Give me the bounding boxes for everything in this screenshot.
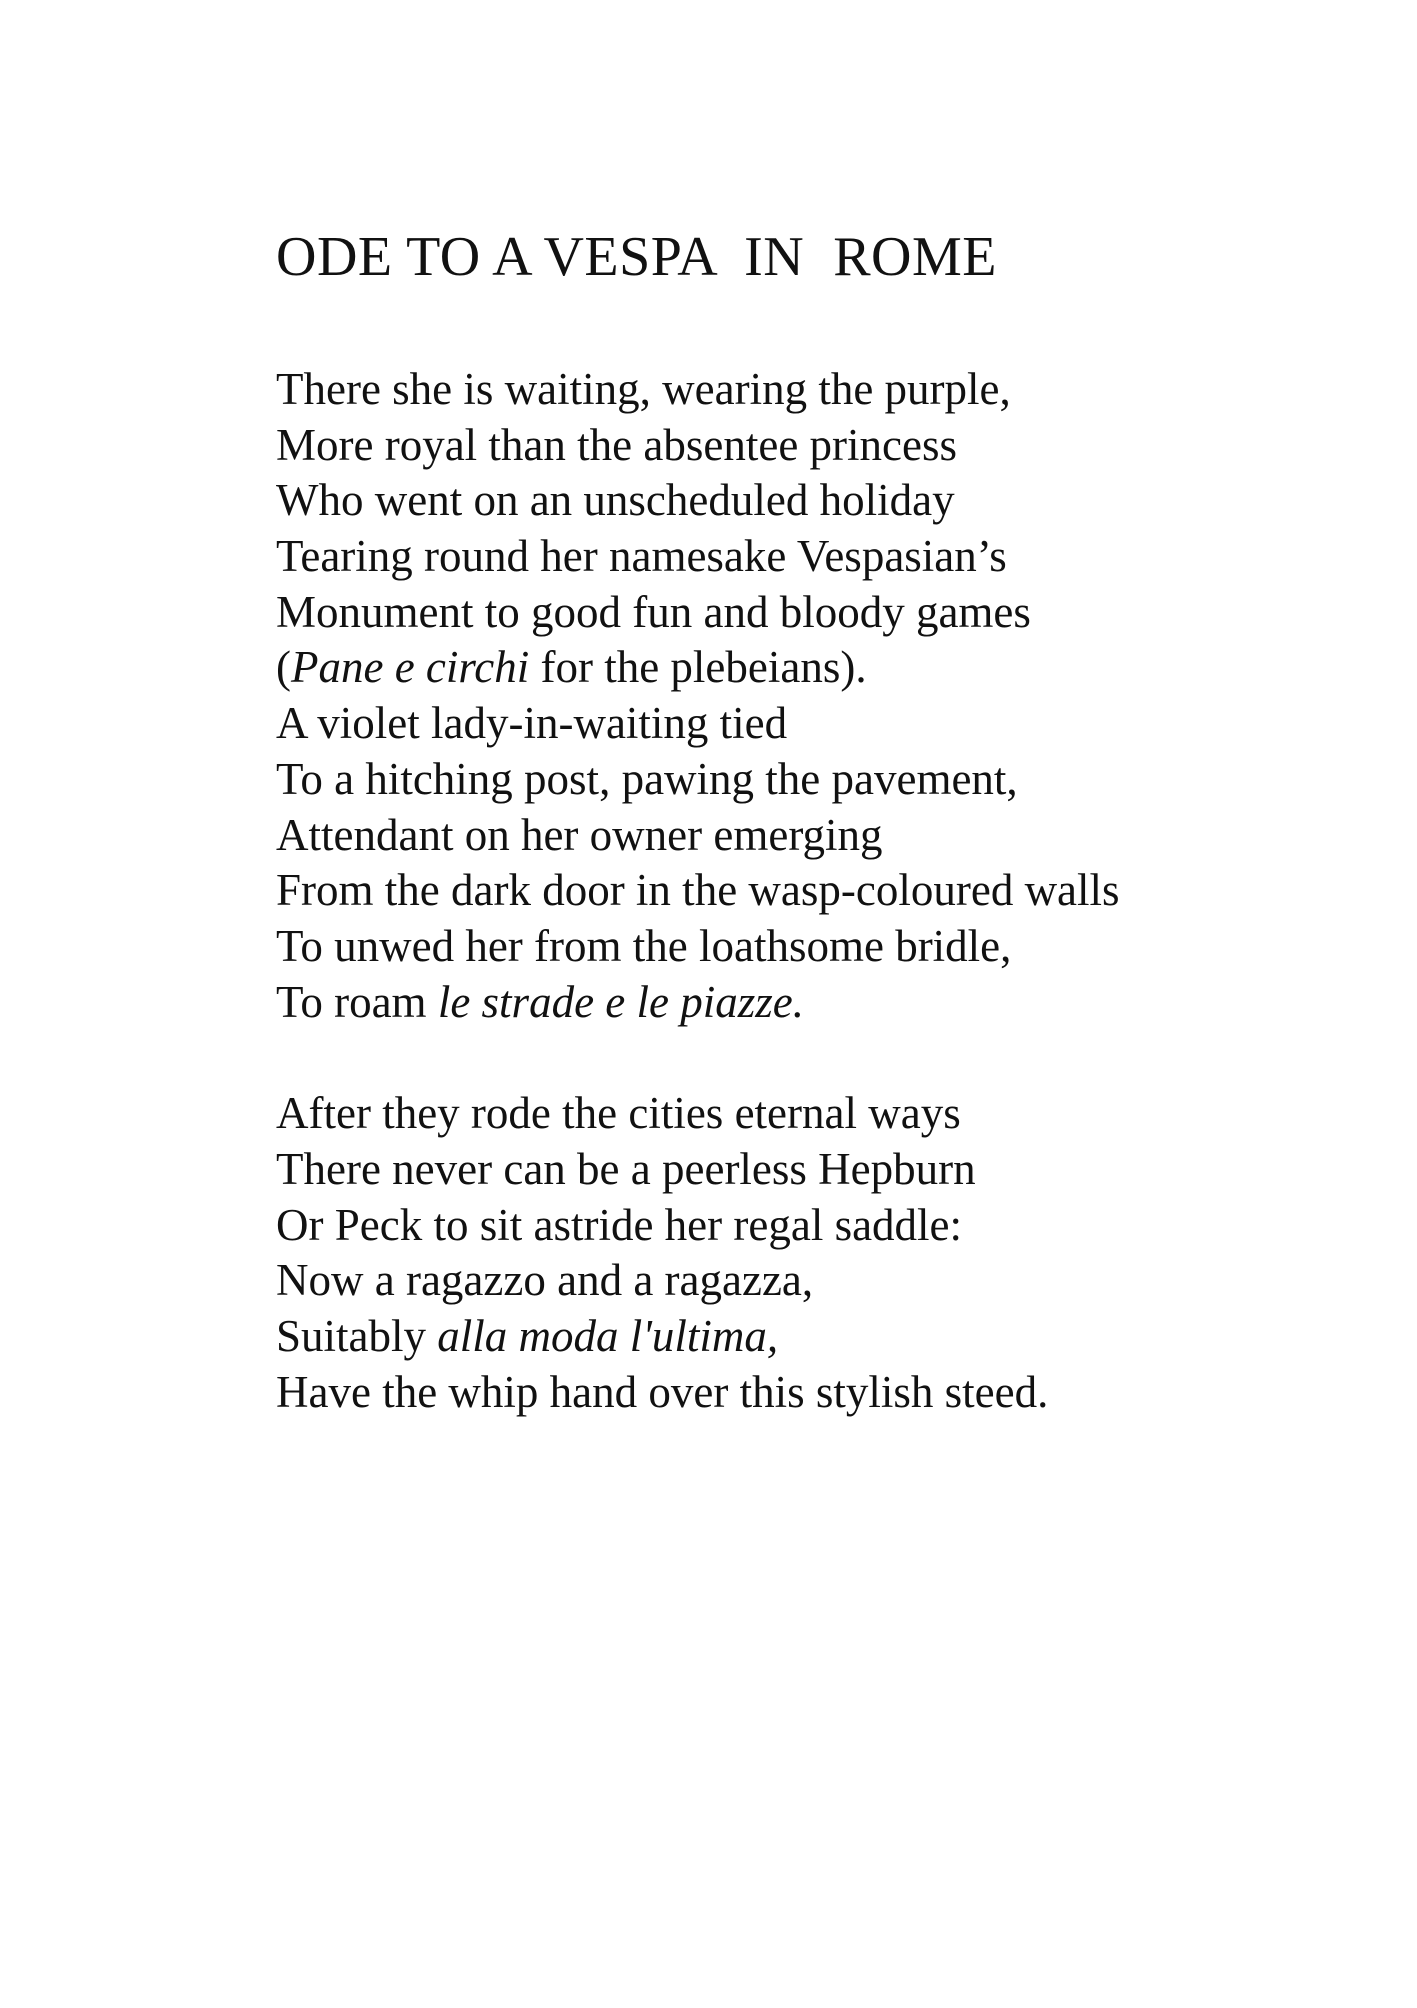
poem-line xyxy=(276,1365,1376,1421)
italic-phrase: le strade e le piazze. xyxy=(437,976,804,1027)
poem-line xyxy=(276,585,1376,641)
line-text: There she is waiting, wearing the purple, xyxy=(276,364,1011,414)
line-text: Or Peck to sit astride her regal saddle: xyxy=(276,1199,963,1250)
poem-line xyxy=(276,362,1376,418)
poem-line xyxy=(276,1253,1376,1309)
poem-title: ODE TO A VESPA IN ROME xyxy=(276,226,997,288)
line-text: After they rode the cities eternal ways xyxy=(276,1088,961,1139)
line-text: A violet lady-in-waiting tied xyxy=(276,698,788,749)
poem-line xyxy=(276,640,1376,696)
poem-line xyxy=(276,1198,1376,1254)
line-text: To unwed her from the loathsome bridle, xyxy=(276,920,1012,971)
line-text: Suitably xyxy=(276,1311,438,1361)
stanza xyxy=(276,362,1376,1030)
poem-line xyxy=(276,808,1376,864)
line-text: To roam xyxy=(276,976,438,1027)
poem-line xyxy=(276,1142,1376,1198)
poem-line xyxy=(276,863,1376,919)
line-text: Attendant on her owner emerging xyxy=(276,809,883,860)
line-text: Monument to good fun and bloody games xyxy=(276,586,1031,637)
poem-line xyxy=(276,418,1376,474)
poem-line xyxy=(276,975,1376,1031)
line-text: There never can be a peerless Hepburn xyxy=(276,1143,976,1194)
line-text: Who went on an unscheduled holiday xyxy=(276,475,955,526)
poem-line xyxy=(276,1309,1376,1365)
line-text: for the plebeians). xyxy=(529,642,867,693)
italic-phrase: Pane e circhi xyxy=(291,642,530,693)
line-text: Tearing round her namesake Vespasian’s xyxy=(276,531,1007,582)
poem-line xyxy=(276,752,1376,808)
line-text: From the dark door in the wasp-coloured walls xyxy=(276,865,1120,916)
poem-line xyxy=(276,919,1376,975)
poem-line xyxy=(276,1086,1376,1142)
line-text: To a hitching post, pawing the pavement, xyxy=(276,753,1018,804)
line-text: More royal than the absentee princess xyxy=(276,419,957,470)
italic-phrase: alla moda l'ultima, xyxy=(437,1311,779,1361)
poem xyxy=(276,222,1376,1476)
poem-line xyxy=(276,696,1376,752)
line-text: Have the whip hand over this stylish steed. xyxy=(276,1366,1049,1417)
poem-line xyxy=(276,473,1376,529)
poem-body xyxy=(276,362,1376,1420)
stanza xyxy=(276,1086,1376,1420)
poem-line xyxy=(276,529,1376,585)
line-text: Now a ragazzo and a ragazza, xyxy=(276,1255,814,1306)
line-text: ( xyxy=(276,642,291,693)
